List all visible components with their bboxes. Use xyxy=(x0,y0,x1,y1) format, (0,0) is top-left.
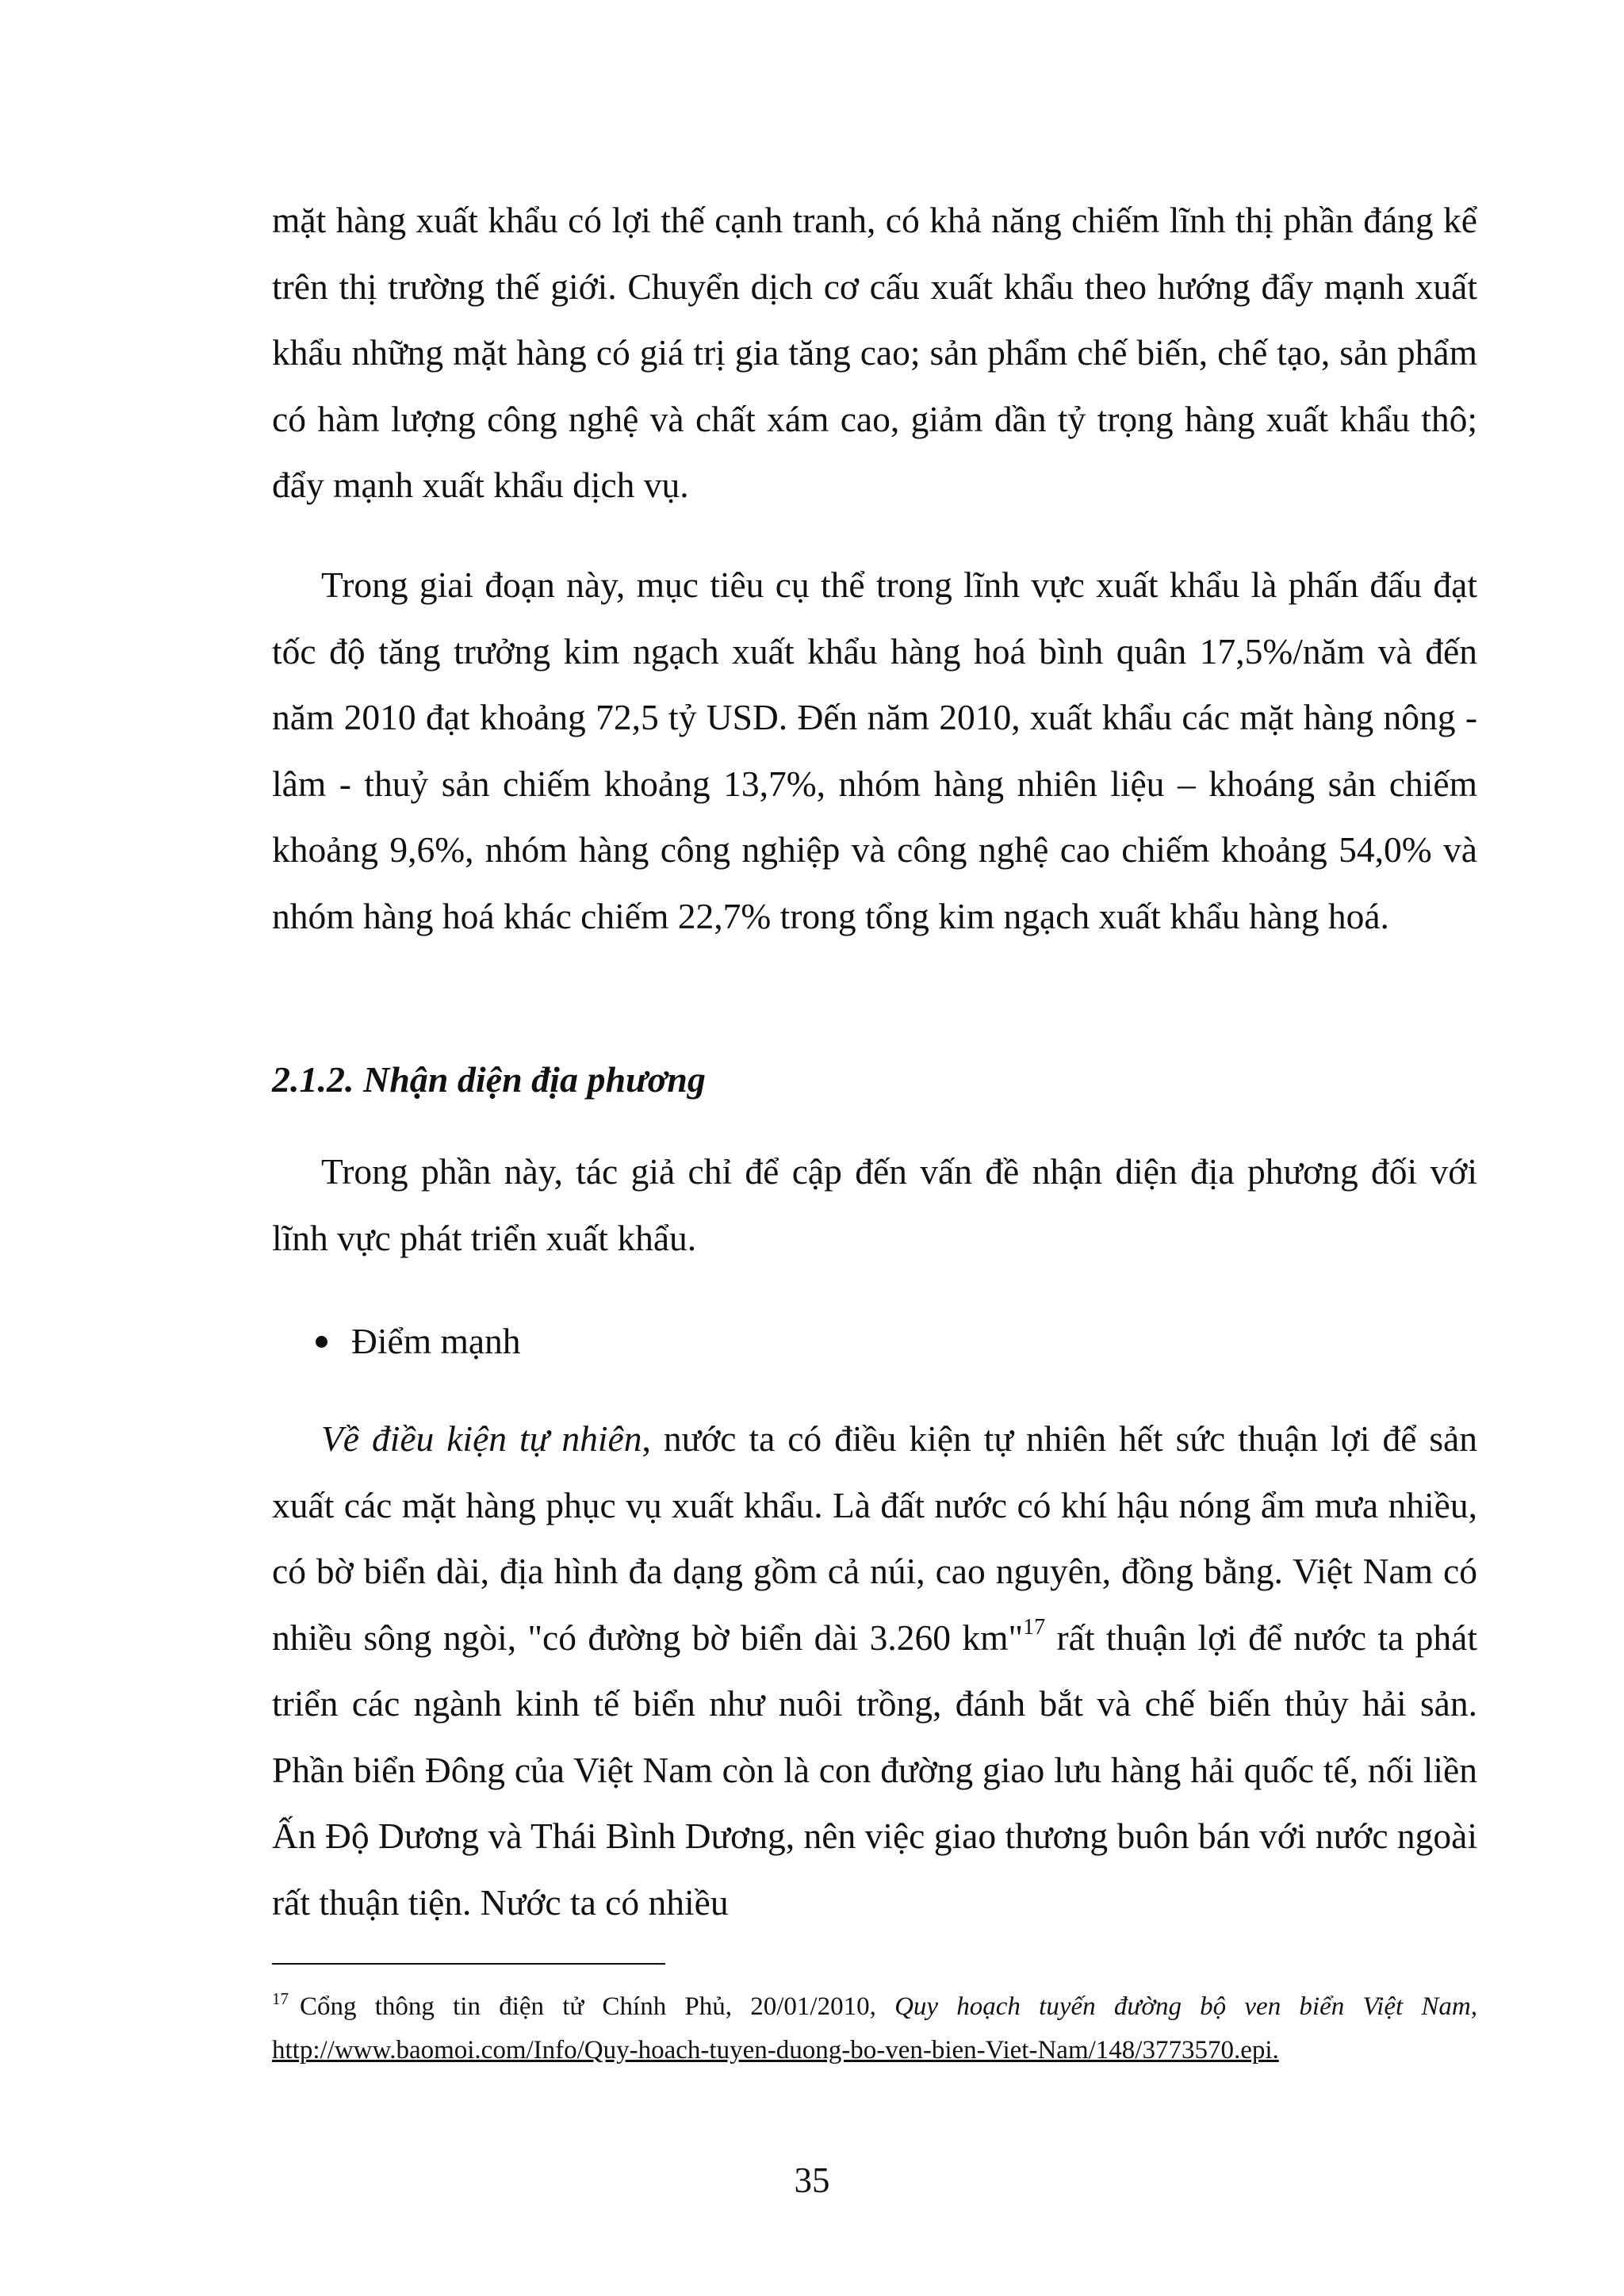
bullet-item-strengths xyxy=(316,1318,521,1365)
page-number: 35 xyxy=(794,2160,830,2200)
footnote-url-link[interactable]: http://www.baomoi.com/Info/Quy-hoach-tuyen-duong-bo-ven-bien-Viet-Nam/148/3773570.epi. xyxy=(272,2036,1279,2064)
paragraph-natural-conditions xyxy=(272,1406,1477,1935)
paragraph-natural-conditions-part-b: rất thuận lợi để nước ta phát triển các ngành kinh tế biển như nuôi trồng, đánh bắt và chế biến thủy hải sản. Phần biển Đông của Việt Nam còn là con đường giao lưu hàng hải quốc tế, nối liền Ấn Độ Dương và Thái Bình Dương, nên việc giao thương buôn bán với nước ngoài rất thuận tiện. Nước ta có nhiều xyxy=(272,1617,1478,1923)
paragraph-natural-conditions-part-a: , nước ta có điều kiện tự nhiên hết sức thuận lợi để sản xuất các mặt hàng phục vụ xuất khẩu. Là đất nước có khí hậu nóng ẩm mưa nhiều, có bờ biển dài, địa hình đa dạng gồm cả núi, cao nguyên, đồng bằng. Việt Nam có nhiều sông ngòi, "có đường bờ biển dài 3.260 km" xyxy=(272,1418,1477,1658)
paragraph-section-intro: Trong phần này, tác giả chỉ để cập đến vấn đề nhận diện địa phương đối với lĩnh vực phát triển xuất khẩu. xyxy=(272,1151,1477,1258)
footnote-separator xyxy=(272,1963,665,1965)
paragraph-export-structure: mặt hàng xuất khẩu có lợi thế cạnh tranh, có khả năng chiếm lĩnh thị phần đáng kể trên thị trường thế giới. Chuyển dịch cơ cấu xuất khẩu theo hướng đẩy mạnh xuất khẩu những mặt hàng có giá trị gia tăng cao; sản phẩm chế biến, chế tạo, sản phẩm có hàm lượng công nghệ và chất xám cao, giảm dần tỷ trọng hàng xuất khẩu thô; đẩy mạnh xuất khẩu dịch vụ. xyxy=(272,200,1477,505)
footnote-reference: 17 xyxy=(1023,1614,1046,1640)
section-heading: 2.1.2. Nhận diện địa phương xyxy=(272,1059,706,1100)
bullet-label: Điểm mạnh xyxy=(351,1321,521,1361)
paragraph-export-targets: Trong giai đoạn này, mục tiêu cụ thể trong lĩnh vực xuất khẩu là phấn đấu đạt tốc độ tăng trưởng kim ngạch xuất khẩu hàng hoá bình quân 17,5%/năm và đến năm 2010 đạt khoảng 72,5 tỷ USD. Đến năm 2010, xuất khẩu các mặt hàng nông - lâm - thuỷ sản chiếm khoảng 13,7%, nhóm hàng nhiên liệu – khoáng sản chiếm khoảng 9,6%, nhóm hàng công nghiệp và công nghệ cao chiếm khoảng 54,0% và nhóm hàng hoá khác chiếm 22,7% trong tổng kim ngạch xuất khẩu hàng hoá. xyxy=(272,564,1477,936)
bullet-icon xyxy=(316,1336,327,1348)
italic-lead-phrase: Về điều kiện tự nhiên xyxy=(321,1418,642,1459)
footnote-title: Quy hoạch tuyến đường bộ ven biển Việt Nam, xyxy=(894,1992,1477,2021)
footnote-number: 17 xyxy=(272,1989,289,2008)
footnote-source: Cổng thông tin điện tử Chính Phủ, 20/01/2010, xyxy=(300,1992,895,2021)
footnote xyxy=(272,1977,1477,2072)
